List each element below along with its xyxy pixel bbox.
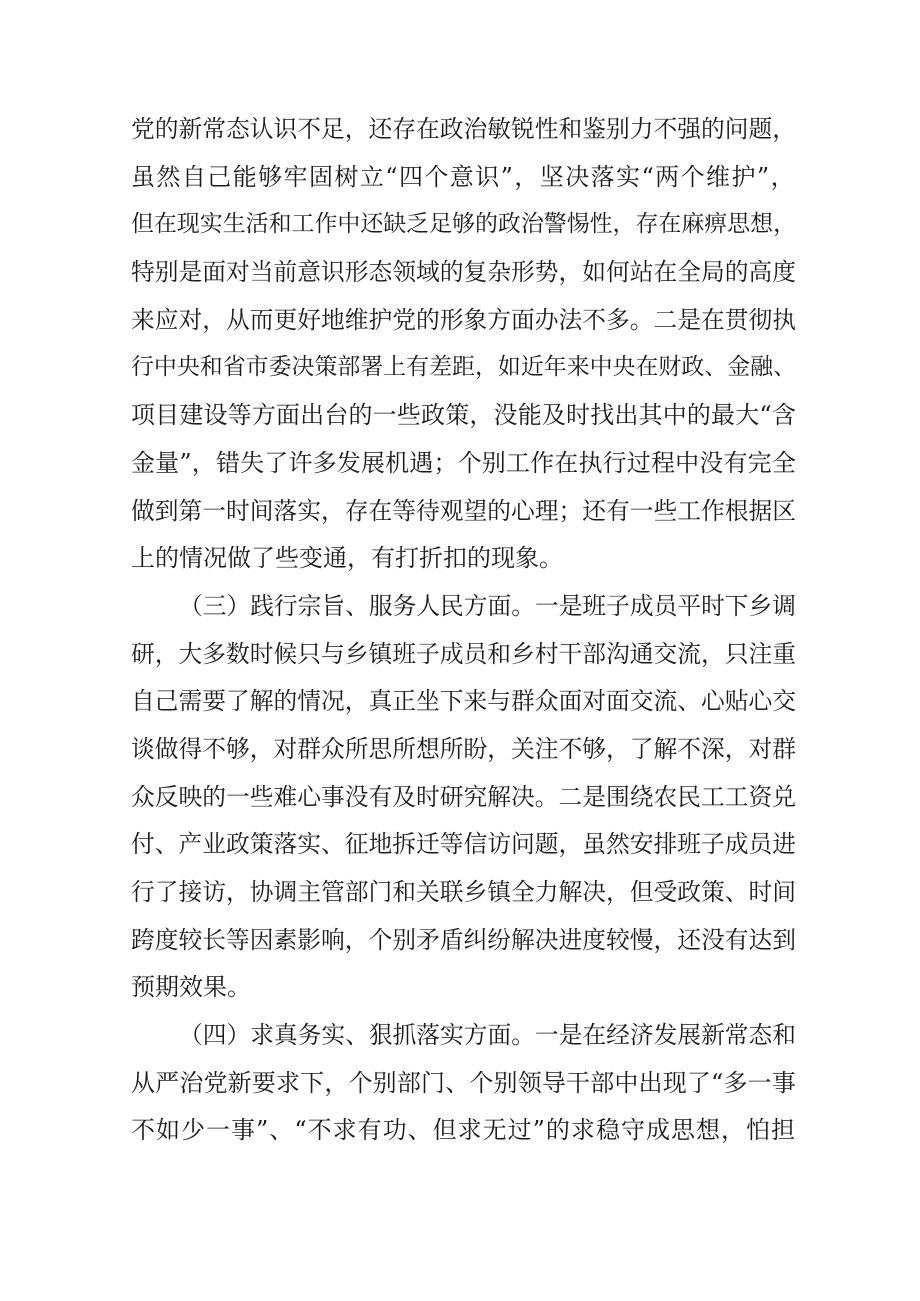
text-line: 谈做得不够，对群众所思所想所盼，关注不够，了解不深，对群 [131, 734, 797, 763]
text-line: 来应对，从而更好地维护党的形象方面办法不多。二是在贯彻执 [131, 305, 797, 334]
text-line: 付、产业政策落实、征地拆迁等信访问题，虽然安排班子成员进 [131, 830, 797, 859]
text-line: 众反映的一些难心事没有及时研究解决。二是围绕农民工工资兑 [131, 782, 797, 811]
text-line: 研，大多数时候只与乡镇班子成员和乡村干部沟通交流，只注重 [131, 639, 797, 668]
text-line: 不如少一事”、“不求有功、但求无过”的求稳守成思想，怕担 [131, 1116, 796, 1145]
text-line: 金量”，错失了许多发展机遇；个别工作在执行过程中没有完全 [131, 448, 796, 477]
text-line: 行中央和省市委决策部署上有差距，如近年来中央在财政、金融、 [131, 354, 796, 381]
text-line: 自己需要了解的情况，真正坐下来与群众面对面交流、心贴心交 [131, 687, 797, 716]
text-line: 但在现实生活和工作中还缺乏足够的政治警惕性，存在麻痹思想， [131, 211, 796, 238]
text-line: 项目建设等方面出台的一些政策，没能及时找出其中的最大“含 [131, 401, 796, 430]
text-line: 从严治党新要求下，个别部门、个别领导干部中出现了“多一事 [131, 1068, 796, 1097]
text-line: 虽然自己能够牢固树立“四个意识”，坚决落实“两个维护”， [131, 162, 796, 191]
text-line: 上的情况做了些变通，有打折扣的现象。 [131, 544, 563, 573]
text-line: 行了接访，协调主管部门和关联乡镇全力解决，但受政策、时间 [131, 878, 797, 906]
text-line: 跨度较长等因素影响，个别矛盾纠纷解决进度较慢，还没有达到 [131, 925, 797, 954]
document-body [131, 106, 796, 1155]
text-line: （三）践行宗旨、服务人民方面。一是班子成员平时下乡调 [179, 591, 796, 620]
text-line: （四）求真务实、狠抓落实方面。一是在经济发展新常态和 [179, 1021, 796, 1050]
text-line: 党的新常态认识不足，还存在政治敏锐性和鉴别力不强的问题， [131, 115, 797, 143]
text-line: 预期效果。 [131, 973, 251, 1002]
text-line: 做到第一时间落实，存在等待观望的心理；还有一些工作根据区 [131, 496, 797, 525]
text-line: 特别是面对当前意识形态领域的复杂形势，如何站在全局的高度 [131, 258, 797, 287]
